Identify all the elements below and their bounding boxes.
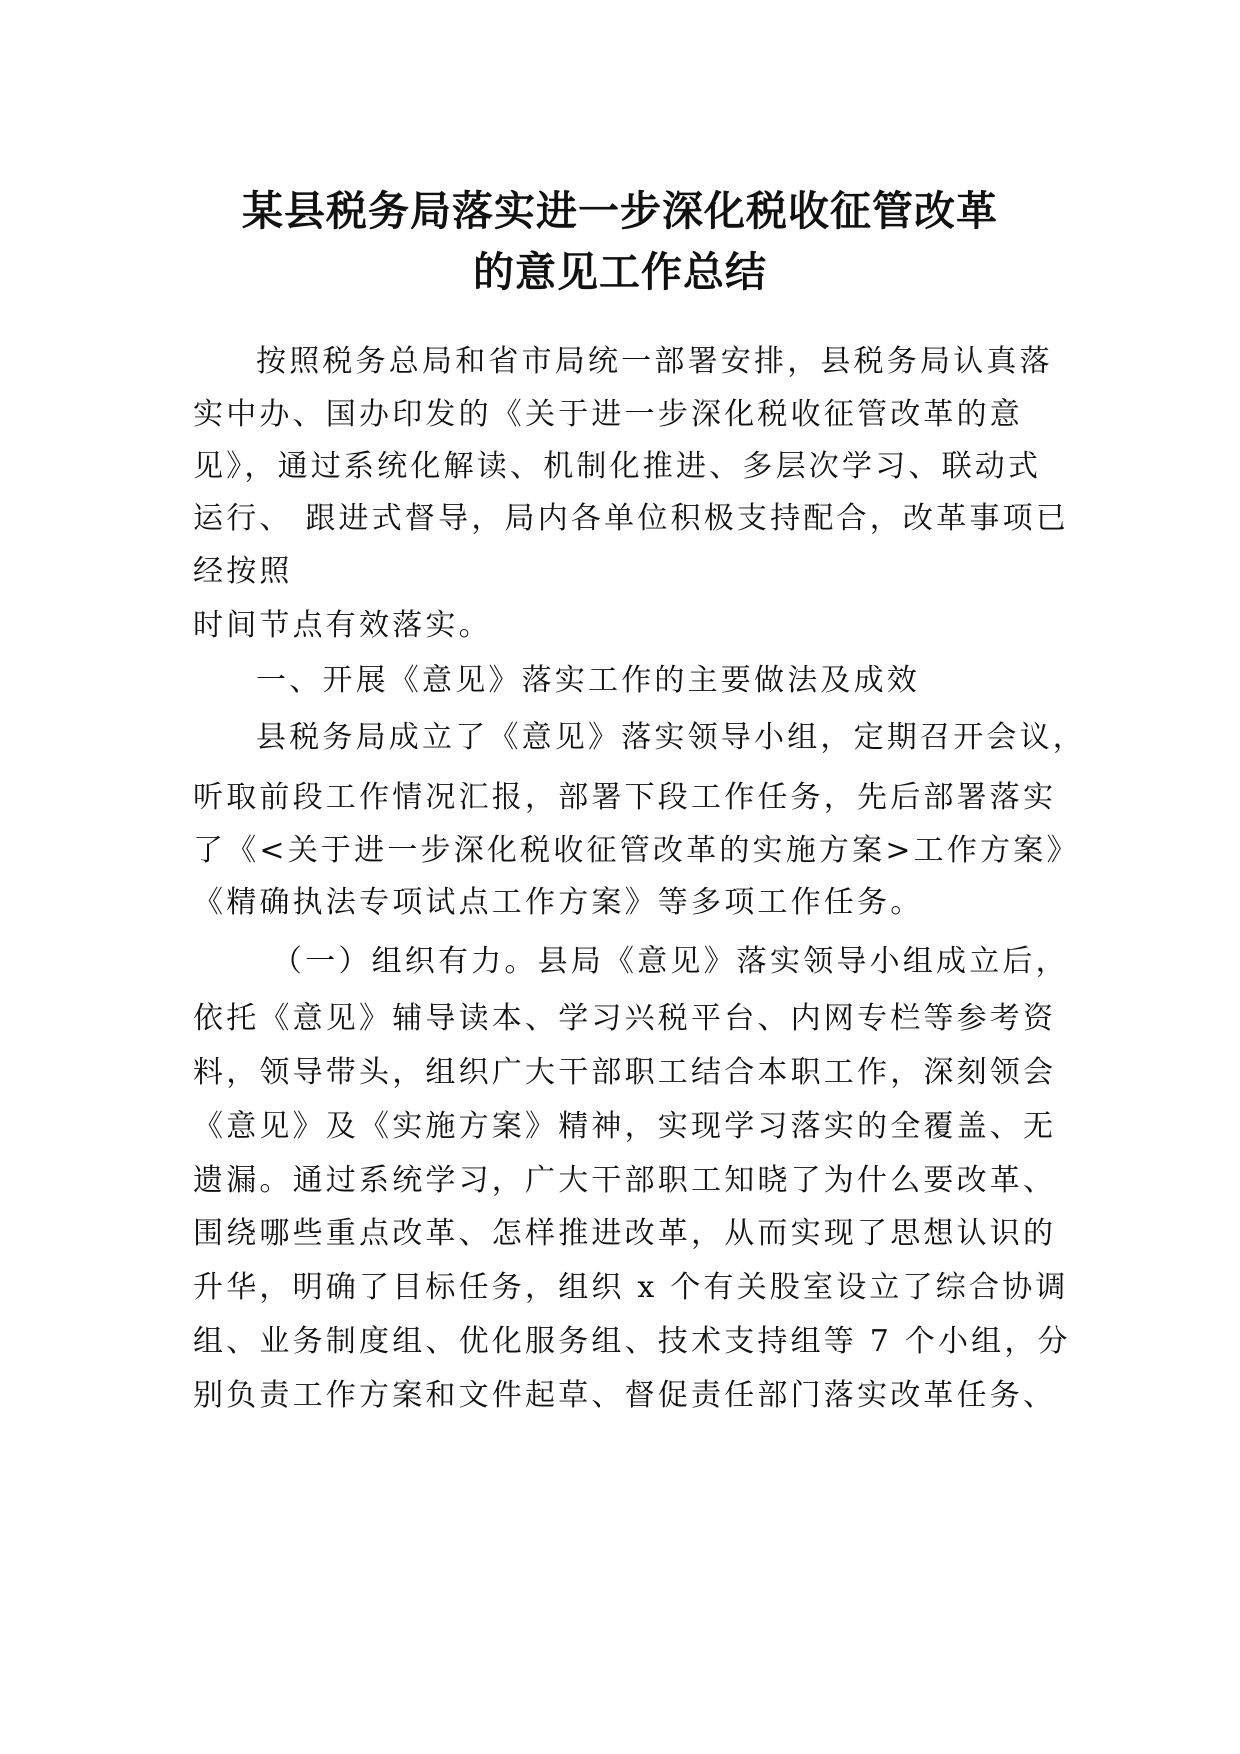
body-line: 按照税务总局和省市局统一部署安排，县税务局认真落 [256,344,1053,379]
body-line: 经按照 [193,554,293,589]
body-line: 时间节点有效落实。 [193,608,492,643]
document-title-line-2: 的意见工作总结 [473,248,767,296]
body-line: 组、业务制度组、优化服务组、技术支持组等 7 个小组，分 [193,1324,1071,1359]
body-line: 听取前段工作情况汇报，部署下段工作任务，先后部署落实 [193,780,1057,815]
section-heading: 一、开展《意见》落实工作的主要做法及成效 [256,663,920,698]
body-line: 县税务局成立了《意见》落实领导小组，定期召开会议， [256,720,1086,755]
body-line: 了《<关于进一步深化税收征管改革的实施方案>工作方案》 [193,833,1080,868]
body-line: 实中办、国办印发的《关于进一步深化税收征管改革的意 [193,397,1023,432]
body-line: 依托《意见》辅导读本、学习兴税平台、内网专栏等参考资 [193,1001,1057,1036]
body-line: 别负责工作方案和文件起草、督促责任部门落实改革任务、 [193,1378,1057,1413]
body-line: 升华，明确了目标任务，组织 x 个有关股室设立了综合协调 [193,1270,1069,1305]
body-line: 见》，通过系统化解读、机制化推进、多层次学习、联动式 [193,449,1042,484]
document-title-line-1: 某县税务局落实进一步深化税收征管改革 [242,187,998,235]
body-line: 《精确执法专项试点工作方案》等多项工作任务。 [193,885,924,920]
body-line: 《意见》及《实施方案》精神，实现学习落实的全覆盖、无 [193,1109,1057,1144]
body-line: 运行、 跟进式督导，局内各单位积极支持配合，改革事项已 [193,501,1069,536]
body-line: 围绕哪些重点改革、怎样推进改革，从而实现了思想认识的 [193,1216,1057,1251]
body-line: 遗漏。通过系统学习，广大干部职工知晓了为什么要改革、 [193,1163,1057,1198]
subsection-heading: （一）组织有力。县局《意见》落实领导小组成立后， [272,944,1069,979]
body-line: 料，领导带头，组织广大干部职工结合本职工作，深刻领会 [193,1055,1057,1090]
